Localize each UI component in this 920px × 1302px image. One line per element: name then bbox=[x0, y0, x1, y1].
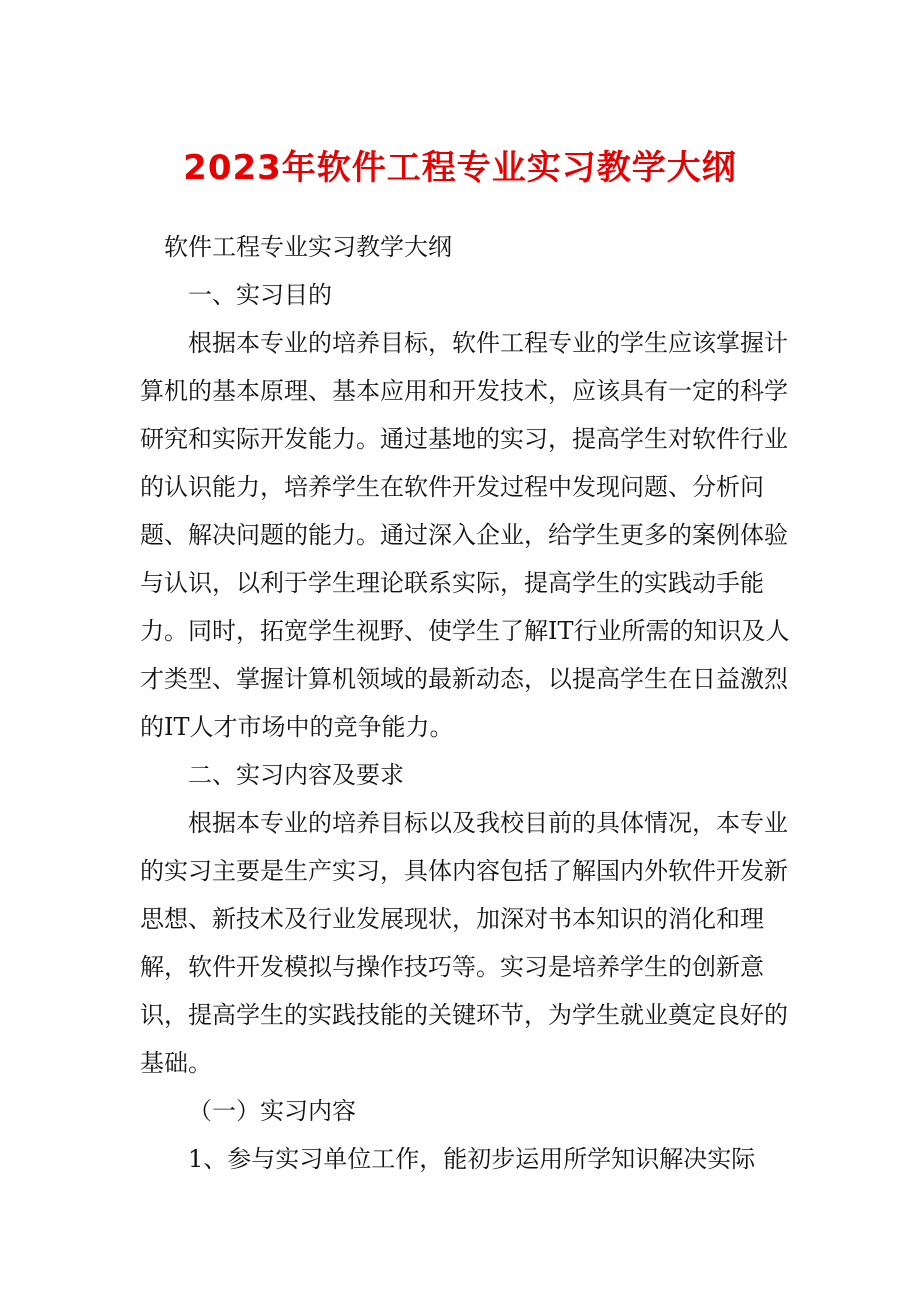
document-body bbox=[140, 223, 790, 1183]
heading-section-1: 一、实习目的 bbox=[188, 281, 332, 309]
list-item-1: 1、参与实习单位工作，能初步运用所学知识解决实际 bbox=[188, 1145, 756, 1173]
heading-section-2: 二、实习内容及要求 bbox=[188, 761, 404, 789]
paragraph-purpose: 根据本专业的培养目标，软件工程专业的学生应该掌握计算机的基本原理、基本应用和开发技术，应该具有一定的科学研究和实际开发能力。通过基地的实习，提高学生对软件行业的认识能力，培养学生在软件开发过程中发现问题、分析问题、解决问题的能力。通过深入企业，给学生更多的案例体验与认识，以利于学生理论联系实际，提高学生的实践动手能力。同时，拓宽学生视野、使学生了解IT行业所需的知识及人才类型、掌握计算机领域的最新动态，以提高学生在日益激烈的IT人才市场中的竞争能力。 bbox=[140, 329, 790, 741]
heading-subsection-1: （一）实习内容 bbox=[188, 1097, 356, 1125]
paragraph-subtitle: 软件工程专业实习教学大纲 bbox=[164, 233, 452, 261]
paragraph-content-requirements: 根据本专业的培养目标以及我校目前的具体情况，本专业的实习主要是生产实习，具体内容包括了解国内外软件开发新思想、新技术及行业发展现状，加深对书本知识的消化和理解，软件开发模拟与操作技巧等。实习是培养学生的创新意识，提高学生的实践技能的关键环节，为学生就业奠定良好的基础。 bbox=[140, 809, 788, 1077]
document-title: 2023年软件工程专业实习教学大纲 bbox=[183, 148, 737, 188]
